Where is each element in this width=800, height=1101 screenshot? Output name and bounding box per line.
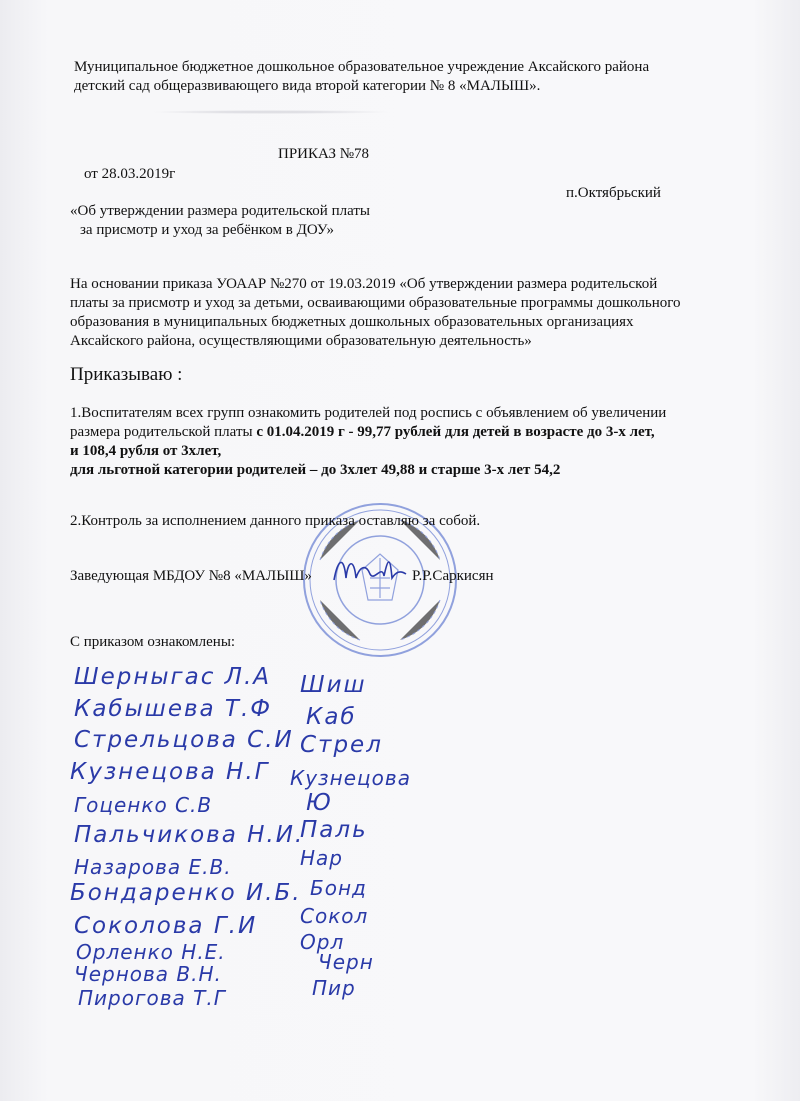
signer-name-10: Орленко Н.Е. xyxy=(76,940,226,964)
item1-line-1: 1.Воспитателям всех групп ознакомить родителей под роспись с объявлением об увеличении xyxy=(70,405,667,421)
signatory-position: Заведующая МБДОУ №8 «МАЛЫШ» xyxy=(70,568,312,584)
signer-mark-11: Черн xyxy=(318,950,374,974)
order-date: от 28.03.2019г xyxy=(84,166,176,182)
order-subject-line-2: за присмотр и уход за ребёнком в ДОУ» xyxy=(80,222,335,238)
order-subject-line-1: «Об утверждении размера родительской платы xyxy=(70,203,370,219)
basis-line-4: Аксайского района, осуществляющими образовательную деятельность» xyxy=(70,333,532,349)
signer-mark-12: Пир xyxy=(312,976,356,1000)
basis-line-2: платы за присмотр и уход за детьми, осваивающими образовательные программы дошкольного xyxy=(70,295,681,311)
signatory-name: Р.Р.Саркисян xyxy=(412,568,494,584)
signer-mark-1: Шиш xyxy=(300,672,367,698)
signer-name-9: Соколова Г.И xyxy=(74,913,258,939)
item1-line-2 xyxy=(70,423,655,441)
signer-name-1: Шерныгас Л.А xyxy=(74,664,272,690)
command-heading: Приказываю : xyxy=(70,364,183,385)
scan-smudge xyxy=(150,110,390,114)
signer-name-11: Чернова В.Н. xyxy=(74,962,222,986)
order-place: п.Октябрьский xyxy=(566,185,661,201)
signer-name-2: Кабышева Т.Ф xyxy=(74,696,273,722)
header-line-1: Муниципальное бюджетное дошкольное образовательное учреждение Аксайского района xyxy=(74,59,650,75)
signer-mark-8: Бонд xyxy=(310,876,367,900)
signer-name-7: Назарова Е.В. xyxy=(74,855,232,879)
signer-mark-5: Ю xyxy=(306,790,333,816)
basis-line-1: На основании приказа УОААР №270 от 19.03.2019 «Об утверждении размера родительской xyxy=(70,276,658,292)
signer-mark-4: Кузнецова xyxy=(290,766,411,790)
signer-name-5: Гоценко С.В xyxy=(74,793,213,817)
signer-name-4: Кузнецова Н.Г xyxy=(70,759,270,785)
item1-line-2-bold: с 01.04.2019 г - 99,77 рублей для детей в возрасте до 3-х лет, xyxy=(256,424,655,440)
item1-line-4: для льготной категории родителей – до 3хлет 49,88 и старше 3-х лет 54,2 xyxy=(70,462,561,478)
header-line-2: детский сад общеразвивающего вида второй категории № 8 «МАЛЫШ». xyxy=(74,78,541,94)
signer-name-12: Пирогова Т.Г xyxy=(78,986,226,1010)
item1-line-3: и 108,4 рубля от 3хлет, xyxy=(70,443,222,459)
signer-mark-2: Каб xyxy=(306,704,357,730)
item1-line-2-normal: размера родительской платы xyxy=(70,424,257,440)
signer-name-3: Стрельцова С.И xyxy=(74,727,294,753)
order-title: ПРИКАЗ №78 xyxy=(278,146,370,162)
signer-mark-6: Паль xyxy=(300,817,368,843)
signer-mark-7: Нар xyxy=(300,846,343,870)
basis-line-3: образования в муниципальных бюджетных дошкольных образовательных организациях xyxy=(70,314,634,330)
signer-mark-9: Сокол xyxy=(300,904,369,928)
signer-mark-3: Стрел xyxy=(300,732,383,758)
signer-name-6: Пальчикова Н.И. xyxy=(74,822,305,848)
signer-mark-10: Орл xyxy=(300,930,345,954)
item2-text: 2.Контроль за исполнением данного приказа оставляю за собой. xyxy=(70,513,481,529)
acquainted-label: С приказом ознакомлены: xyxy=(70,634,236,650)
signer-name-8: Бондаренко И.Б. xyxy=(70,880,302,906)
director-signature xyxy=(330,552,410,586)
